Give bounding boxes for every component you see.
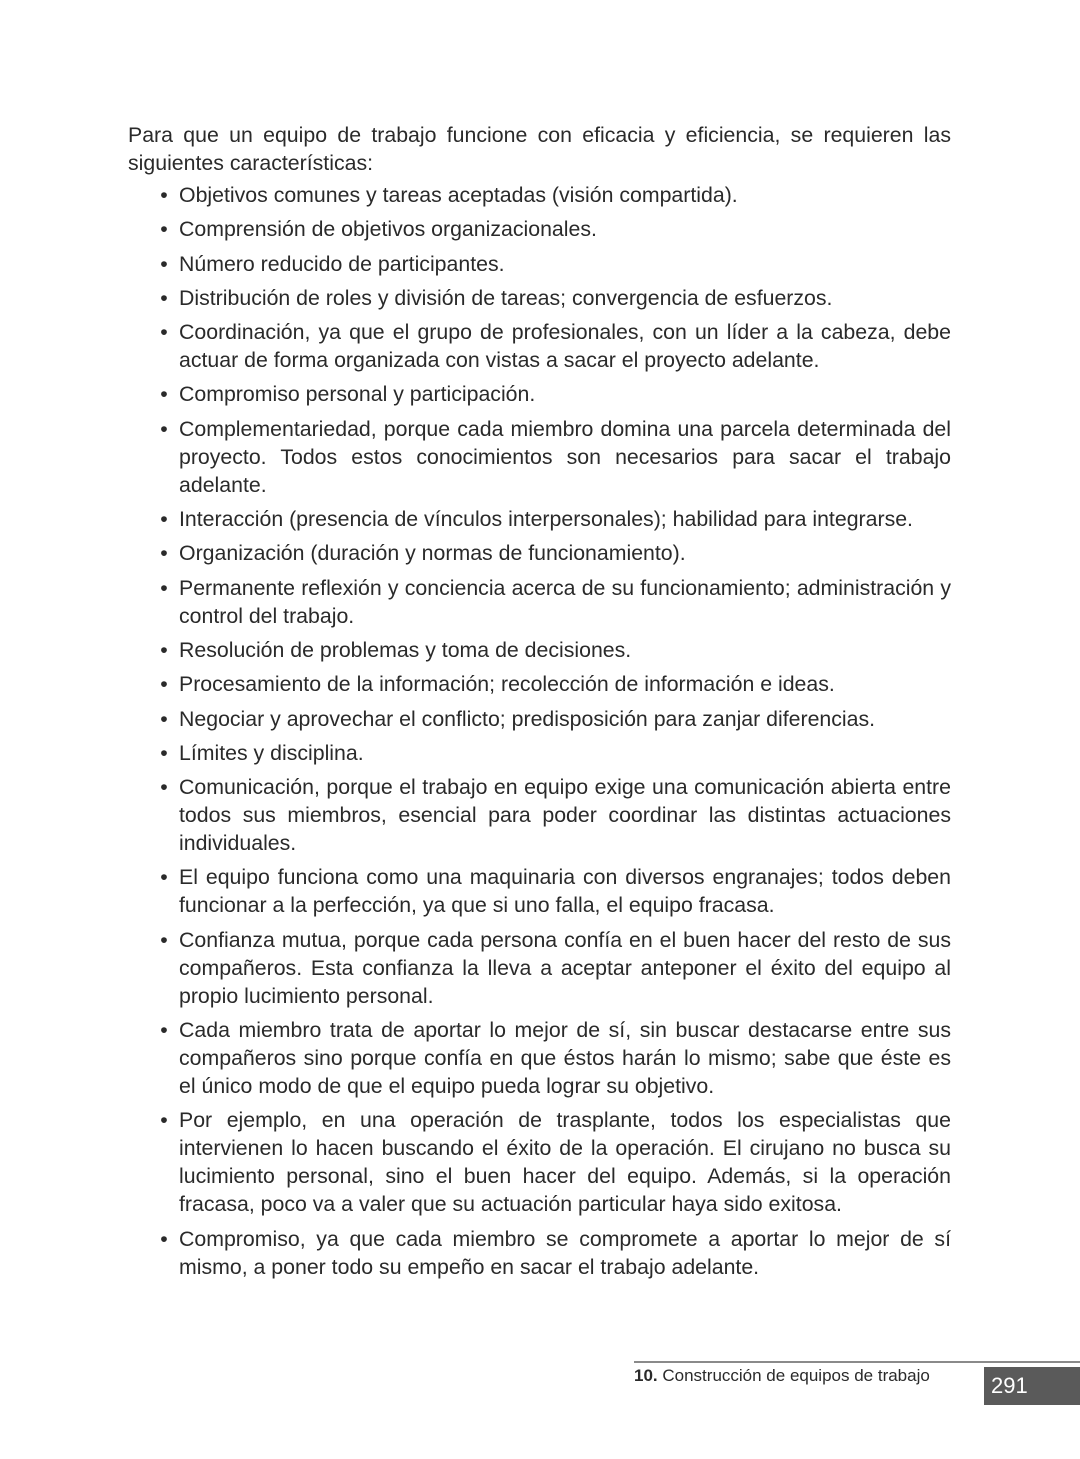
list-item (128, 215, 951, 243)
bullet-icon: • (160, 706, 168, 731)
list-item-text: Interacción (presencia de vínculos interpersonales); habilidad para integrarse. (179, 507, 913, 532)
list-item (128, 636, 951, 664)
list-item (128, 539, 951, 567)
list-item (128, 574, 951, 630)
bullet-icon: • (160, 927, 168, 952)
list-item (128, 705, 951, 733)
bullet-icon: • (160, 382, 168, 407)
footer-chapter (634, 1365, 930, 1387)
page-content (128, 121, 951, 1287)
bullet-icon: • (160, 541, 168, 566)
list-item (128, 739, 951, 767)
list-item (128, 773, 951, 857)
bullet-icon: • (160, 740, 168, 765)
list-item-text: Comprensión de objetivos organizacionales. (179, 217, 597, 242)
bullet-icon: • (160, 285, 168, 310)
bullet-icon: • (160, 320, 168, 345)
list-item (128, 505, 951, 533)
characteristics-list (128, 181, 951, 1281)
list-item (128, 1016, 951, 1100)
list-item-text: El equipo funciona como una maquinaria con diversos engranajes; todos deben funcionar a la perfección, ya que si uno falla, el equipo fracasa. (179, 865, 951, 918)
list-item (128, 863, 951, 919)
chapter-number: 10. (634, 1366, 658, 1385)
list-item-text: Confianza mutua, porque cada persona confía en el buen hacer del resto de sus compañeros. Esta confianza la lleva a aceptar anteponer el éxito del equipo al propio lucimiento personal. (179, 927, 951, 1008)
list-item (128, 415, 951, 499)
list-item-text: Negociar y aprovechar el conflicto; predisposición para zanjar diferencias. (179, 706, 876, 731)
list-item-text: Límites y disciplina. (179, 740, 364, 765)
list-item-text: Compromiso, ya que cada miembro se compromete a aportar lo mejor de sí mismo, a poner todo su empeño en sacar el trabajo adelante. (179, 1226, 951, 1279)
list-item (128, 318, 951, 374)
list-item-text: Por ejemplo, en una operación de trasplante, todos los especialistas que intervienen lo hacen buscando el éxito de la operación. El cirujano no busca su lucimiento personal, sino el buen hacer del equipo. Además, si la operación fracasa, poco va a valer que su actuación particular haya sido exitosa. (179, 1108, 951, 1217)
list-item (128, 181, 951, 209)
list-item-text: Comunicación, porque el trabajo en equipo exige una comunicación abierta entre todos sus miembros, esencial para poder coordinar las distintas actuaciones individuales. (179, 775, 951, 856)
list-item-text: Resolución de problemas y toma de decisiones. (179, 637, 632, 662)
list-item-text: Procesamiento de la información; recolección de información e ideas. (179, 672, 835, 697)
list-item (128, 284, 951, 312)
chapter-title: Construcción de equipos de trabajo (662, 1366, 930, 1385)
bullet-icon: • (160, 1018, 168, 1043)
list-item (128, 1106, 951, 1218)
list-item (128, 380, 951, 408)
list-item-text: Número reducido de participantes. (179, 251, 505, 276)
bullet-icon: • (160, 637, 168, 662)
list-item (128, 250, 951, 278)
page-number-box (984, 1367, 1080, 1405)
bullet-icon: • (160, 183, 168, 207)
bullet-icon: • (160, 507, 168, 532)
list-item-text: Compromiso personal y participación. (179, 382, 536, 407)
bullet-icon: • (160, 1108, 168, 1133)
footer-divider (634, 1361, 1080, 1363)
list-item-text: Organización (duración y normas de funcionamiento). (179, 541, 686, 566)
list-item-text: Coordinación, ya que el grupo de profesionales, con un líder a la cabeza, debe actuar de forma organizada con vistas a sacar el proyecto adelante. (179, 320, 951, 373)
bullet-icon: • (160, 865, 168, 890)
list-item-text: Objetivos comunes y tareas aceptadas (visión compartida). (179, 183, 738, 207)
list-item (128, 926, 951, 1010)
bullet-icon: • (160, 416, 168, 441)
list-item-text: Cada miembro trata de aportar lo mejor de sí, sin buscar destacarse entre sus compañeros sino porque confía en que éstos harán lo mismo; sabe que éste es el único modo de que el equipo pueda lograr su objetivo. (179, 1018, 951, 1099)
page-number: 291 (991, 1373, 1028, 1398)
intro-paragraph: Para que un equipo de trabajo funcione con eficacia y eficiencia, se requieren las siguientes características: (128, 123, 951, 175)
list-item-text: Complementariedad, porque cada miembro domina una parcela determinada del proyecto. Todos estos conocimientos son necesarios para sacar el trabajo adelante. (179, 416, 951, 497)
bullet-icon: • (160, 672, 168, 697)
list-item (128, 670, 951, 698)
list-item-text: Permanente reflexión y conciencia acerca de su funcionamiento; administración y control del trabajo. (179, 575, 951, 628)
bullet-icon: • (160, 575, 168, 600)
list-item (128, 1225, 951, 1281)
bullet-icon: • (160, 1226, 168, 1251)
bullet-icon: • (160, 217, 168, 242)
bullet-icon: • (160, 775, 168, 800)
list-item-text: Distribución de roles y división de tareas; convergencia de esfuerzos. (179, 285, 833, 310)
bullet-icon: • (160, 251, 168, 276)
